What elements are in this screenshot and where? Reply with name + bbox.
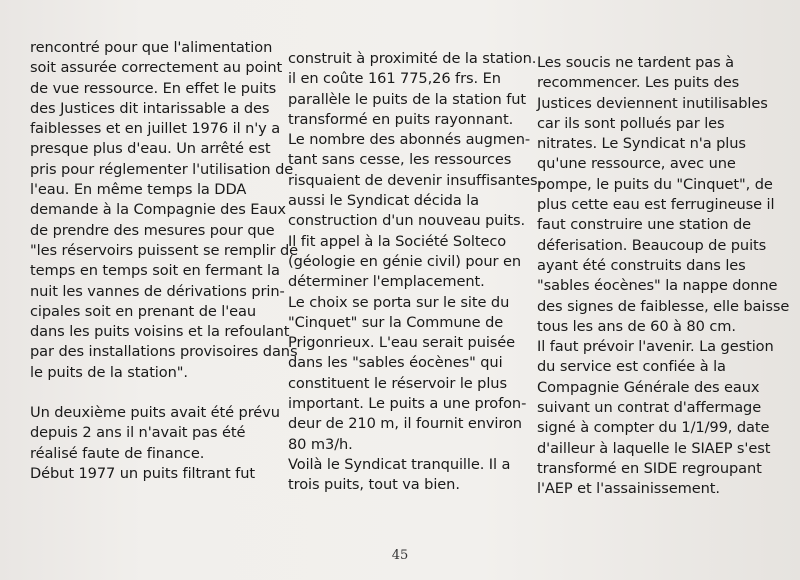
text-line: dans les "sables éocènes" qui bbox=[288, 354, 503, 372]
text-line: déferisation. Beaucoup de puits bbox=[537, 236, 767, 254]
text-line: pompe, le puits du "Cinquet", de bbox=[537, 175, 773, 193]
text-column-3 bbox=[537, 53, 790, 500]
text-line: important. Le puits a une profon- bbox=[288, 395, 527, 413]
text-line: l'AEP et l'assainissement. bbox=[537, 480, 720, 498]
text-line: tant sans cesse, les ressources bbox=[288, 151, 512, 169]
text-line: du service est confiée à la bbox=[537, 358, 726, 376]
text-line: qu'une ressource, avec une bbox=[537, 155, 736, 173]
text-line: "sables éocènes" la nappe donne bbox=[537, 277, 778, 295]
text-line: le puits de la station". bbox=[30, 363, 188, 381]
text-line: deur de 210 m, il fournit environ bbox=[288, 415, 522, 433]
paragraph bbox=[30, 403, 280, 484]
text-line: Prigonrieux. L'eau serait puisée bbox=[288, 334, 516, 352]
text-line: transformé en SIDE regroupant bbox=[537, 459, 762, 477]
text-line: Un deuxième puits avait été prévu bbox=[30, 404, 280, 422]
text-line: suivant un contrat d'affermage bbox=[537, 399, 762, 417]
text-line: nuit les vannes de dérivations prin- bbox=[30, 282, 285, 300]
paragraph bbox=[537, 53, 790, 500]
text-line: car ils sont pollués par les bbox=[537, 114, 725, 132]
text-line: de prendre des mesures pour que bbox=[30, 221, 275, 239]
text-line: ayant été construits dans les bbox=[537, 256, 746, 274]
text-line: risquaient de devenir insuffisantes, bbox=[288, 171, 543, 189]
paragraph bbox=[30, 38, 299, 383]
text-line: Début 1977 un puits filtrant fut bbox=[30, 464, 255, 482]
text-line: des Justices dit intarissable a des bbox=[30, 99, 270, 117]
text-line: construction d'un nouveau puits. bbox=[288, 212, 526, 230]
text-line: plus cette eau est ferrugineuse il bbox=[537, 196, 775, 214]
text-line: constituent le réservoir le plus bbox=[288, 374, 507, 392]
text-line: l'eau. En même temps la DDA bbox=[30, 181, 247, 199]
text-line: demande à la Compagnie des Eaux bbox=[30, 201, 286, 219]
text-line: Les soucis ne tardent pas à bbox=[537, 54, 735, 71]
text-line: (géologie en génie civil) pour en bbox=[288, 252, 521, 270]
text-line: soit assurée correctement au point bbox=[30, 59, 283, 77]
text-line: aussi le Syndicat décida la bbox=[288, 192, 480, 210]
text-line: "Cinquet" sur la Commune de bbox=[288, 313, 504, 331]
text-line: Compagnie Générale des eaux bbox=[537, 378, 760, 396]
text-line: rencontré pour que l'alimentation bbox=[30, 39, 273, 56]
text-line: tous les ans de 60 à 80 cm. bbox=[537, 317, 736, 335]
page-number: 45 bbox=[391, 548, 409, 563]
text-line: cipales soit en prenant de l'eau bbox=[30, 302, 257, 320]
text-line: il en coûte 161 775,26 frs. En bbox=[288, 70, 501, 88]
text-line: 80 m3/h. bbox=[288, 435, 353, 453]
text-line: faiblesses et en juillet 1976 il n'y a bbox=[30, 120, 281, 138]
text-line: dans les puits voisins et la refoulant bbox=[30, 323, 290, 341]
text-line: nitrates. Le Syndicat n'a plus bbox=[537, 135, 746, 153]
text-line: de vue ressource. En effet le puits bbox=[30, 79, 277, 97]
text-line: Il faut prévoir l'avenir. La gestion bbox=[537, 338, 774, 356]
text-line: temps en temps soit en fermant la bbox=[30, 262, 280, 280]
text-line: des signes de faiblesse, elle baisse bbox=[537, 297, 790, 315]
text-column-1 bbox=[30, 38, 299, 484]
text-line: faut construire une station de bbox=[537, 216, 752, 234]
paragraph bbox=[288, 49, 543, 496]
text-line: signé à compter du 1/1/99, date bbox=[537, 419, 770, 437]
text-line: presque plus d'eau. Un arrêté est bbox=[30, 140, 271, 158]
text-line: Le nombre des abonnés augmen- bbox=[288, 131, 531, 149]
text-line: Justices deviennent inutilisables bbox=[537, 94, 768, 112]
text-line: construit à proximité de la station. bbox=[288, 50, 537, 67]
text-line: par des installations provisoires dans bbox=[30, 343, 298, 361]
text-line: depuis 2 ans il n'avait pas été bbox=[30, 424, 246, 442]
text-line: parallèle le puits de la station fut bbox=[288, 90, 527, 108]
text-column-2 bbox=[288, 49, 543, 496]
text-line: trois puits, tout va bien. bbox=[288, 476, 460, 494]
text-line: Il fit appel à la Société Solteco bbox=[288, 232, 507, 250]
text-line: "les réservoirs puissent se remplir de bbox=[30, 241, 299, 259]
text-line: déterminer l'emplacement. bbox=[288, 273, 485, 291]
text-line: pris pour réglementer l'utilisation de bbox=[30, 160, 294, 178]
text-line: Le choix se porta sur le site du bbox=[288, 293, 510, 311]
text-line: Voilà le Syndicat tranquille. Il a bbox=[288, 455, 511, 473]
text-line: transformé en puits rayonnant. bbox=[288, 110, 514, 128]
text-line: d'ailleur à laquelle le SIAEP s'est bbox=[537, 439, 771, 457]
text-line: réalisé faute de finance. bbox=[30, 444, 205, 462]
text-line: recommencer. Les puits des bbox=[537, 74, 740, 92]
